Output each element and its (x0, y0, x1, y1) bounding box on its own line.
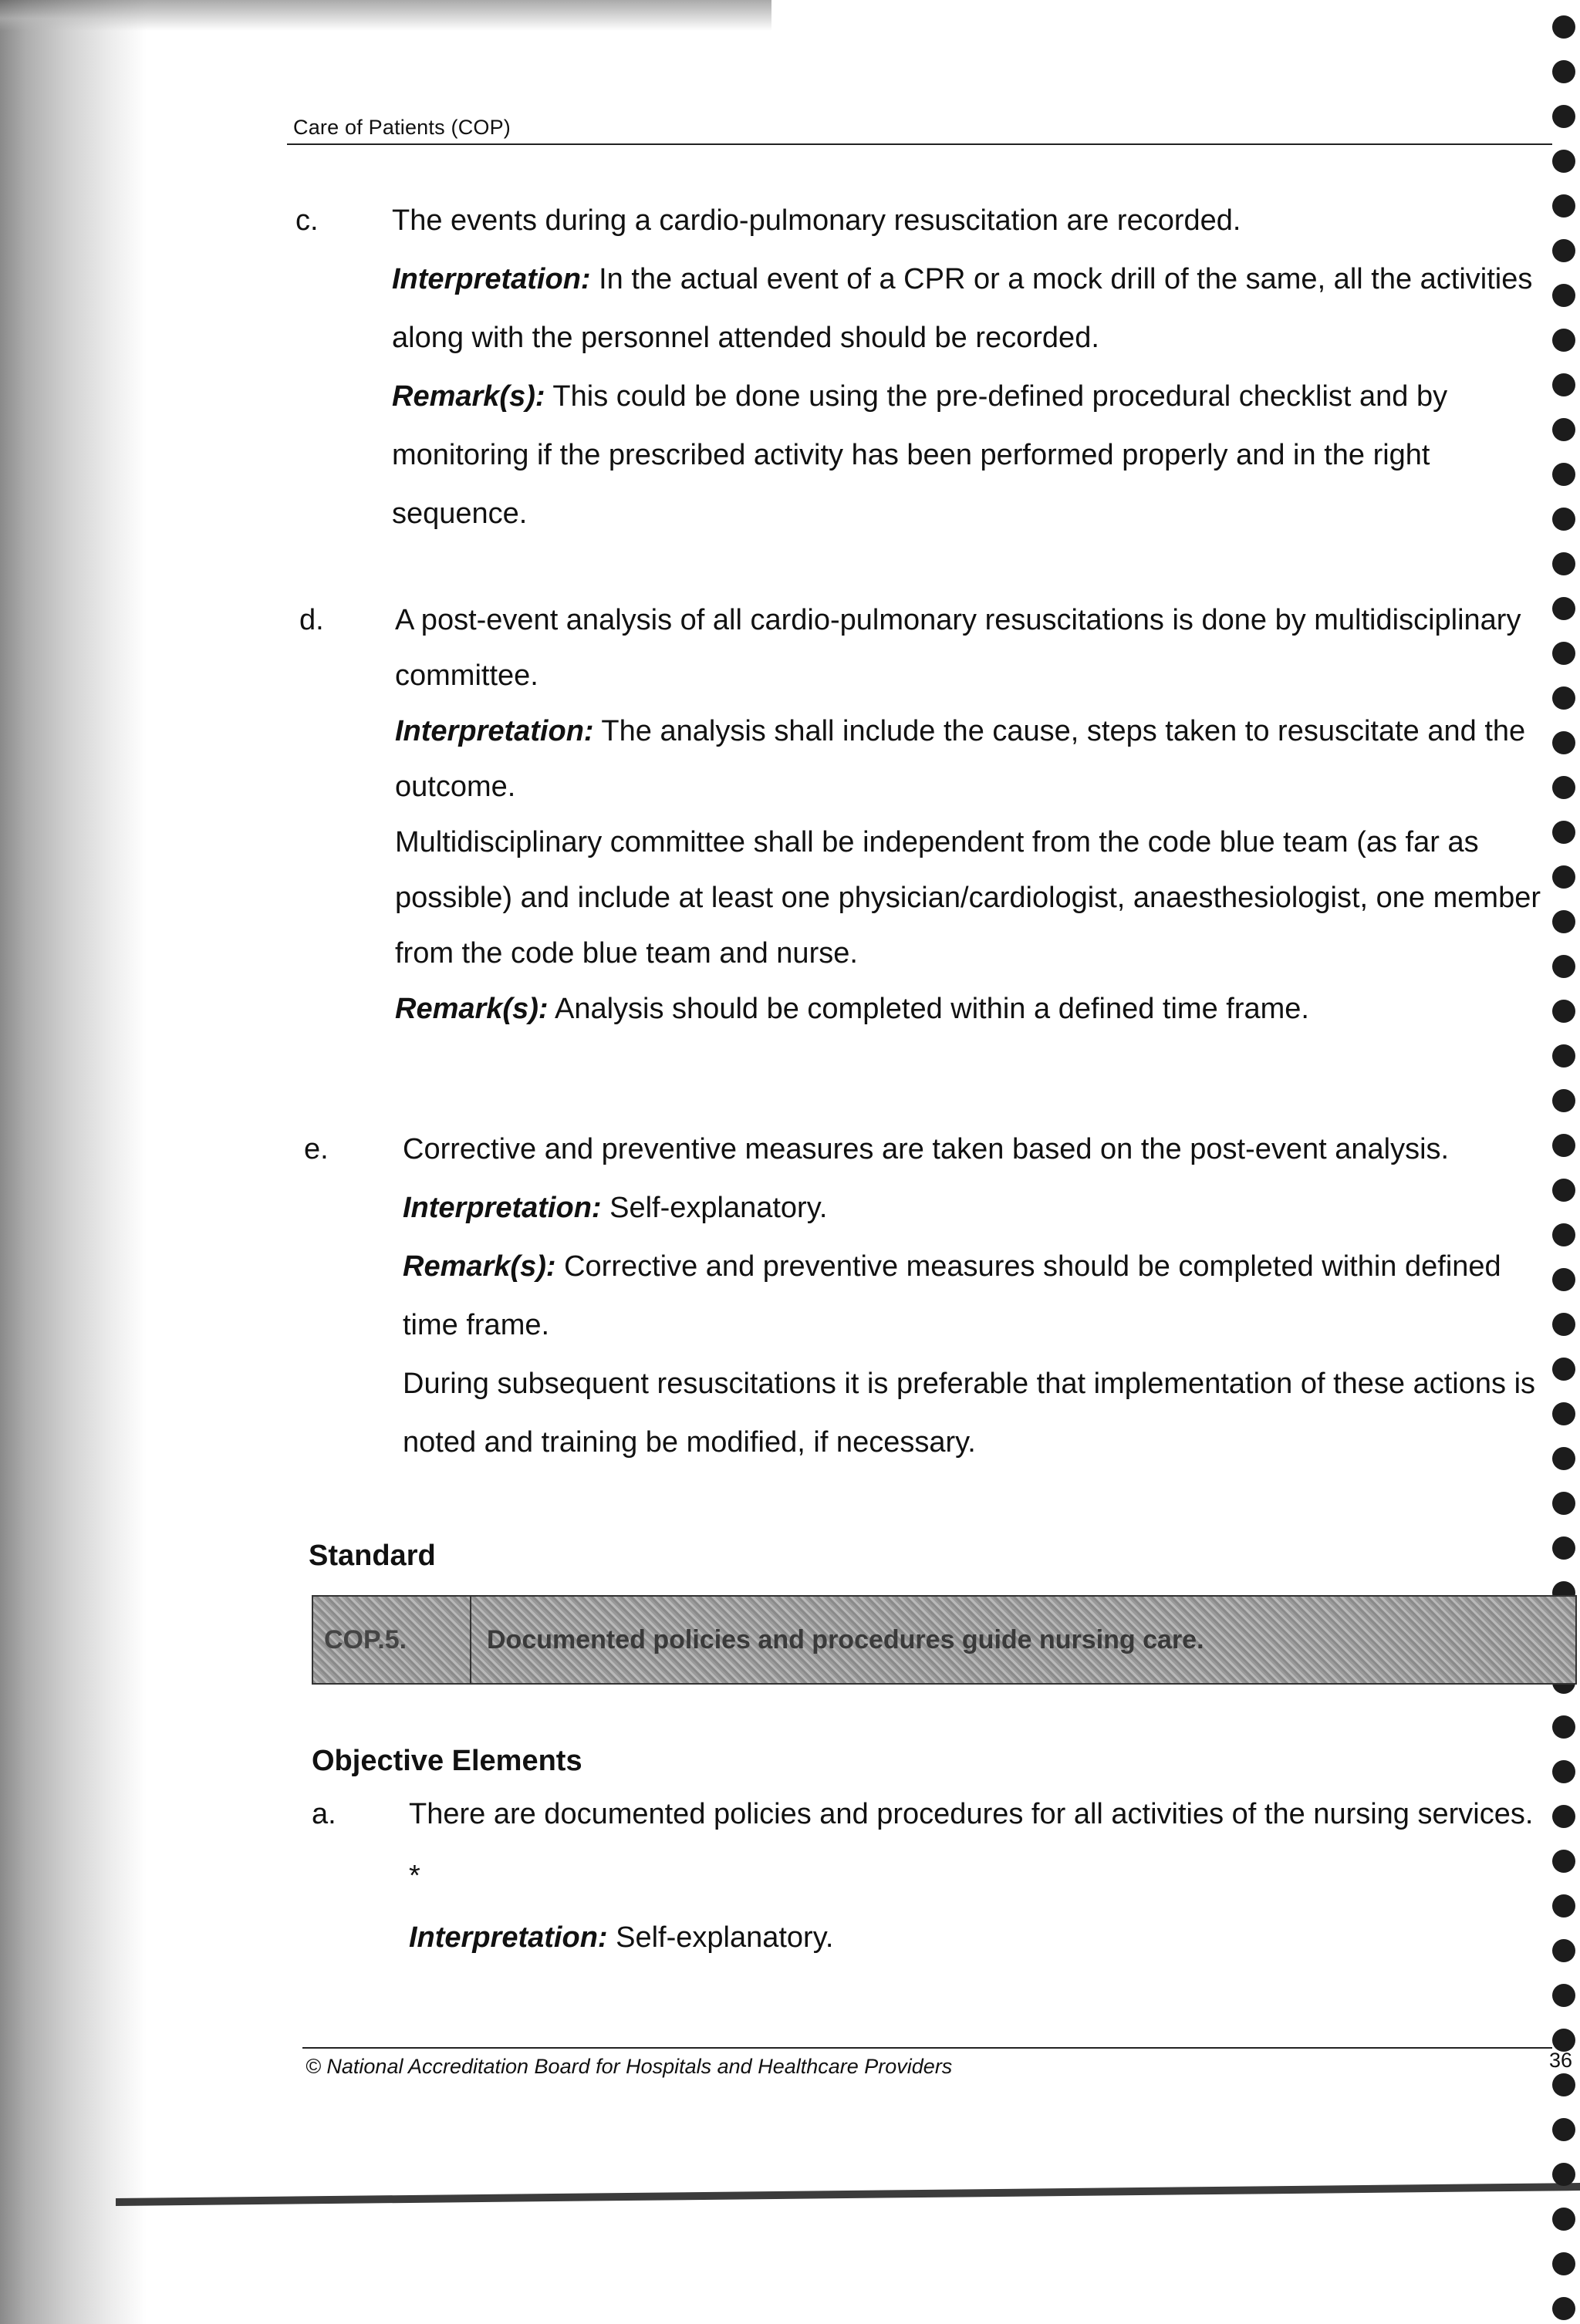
remark (403, 1237, 1552, 1354)
punch-hole (1552, 2208, 1575, 2231)
punch-hole (1552, 1044, 1575, 1068)
standard-text: Documented policies and procedures guide nursing care. (487, 1624, 1204, 1654)
punch-hole (1552, 686, 1575, 710)
punch-hole (1552, 1268, 1575, 1291)
objective-element-a (312, 1783, 1551, 1968)
scan-top-edge (0, 0, 771, 31)
punch-hole (1552, 821, 1575, 844)
punch-hole (1552, 2118, 1575, 2141)
punch-hole (1552, 463, 1575, 486)
punch-hole (1552, 1402, 1575, 1425)
punch-hole (1552, 1000, 1575, 1023)
punch-hole (1552, 329, 1575, 352)
punch-hole (1552, 1179, 1575, 1202)
interpretation-label: Interpretation: (395, 715, 594, 747)
punch-hole (1552, 2163, 1575, 2186)
remark (392, 367, 1549, 543)
interpretation (403, 1179, 1552, 1237)
element-letter: e. (304, 1133, 329, 1165)
punch-hole (1552, 731, 1575, 754)
punch-hole (1552, 1984, 1575, 2007)
punch-hole (1552, 1492, 1575, 1515)
punch-hole (1552, 508, 1575, 531)
standard-code: COP.5. (313, 1597, 471, 1683)
element-statement: There are documented policies and procedures for all activities of the nursing services. * (409, 1798, 1534, 1892)
interpretation-text: Self-explanatory. (601, 1192, 828, 1224)
punch-hole (1552, 1089, 1575, 1112)
remark-text: Analysis should be completed within a defined time frame. (548, 993, 1309, 1025)
punch-hole (1552, 60, 1575, 83)
punch-hole (1552, 642, 1575, 665)
punch-hole (1552, 239, 1575, 262)
remark (395, 981, 1552, 1037)
header-rule (287, 143, 1552, 145)
punch-hole (1552, 105, 1575, 128)
element-e (304, 1120, 1552, 1472)
punch-hole (1552, 597, 1575, 620)
punch-hole (1552, 2252, 1575, 2275)
punch-hole (1552, 1760, 1575, 1783)
punch-hole (1552, 1715, 1575, 1739)
punch-hole (1552, 373, 1575, 396)
committee-text: Multidisciplinary committee shall be independent from the code blue team (as far as possible) and include at least one physician/cardiologist, anaesthesiologist, one member from the code blue team and nurse. (395, 826, 1541, 970)
punch-hole (1552, 1134, 1575, 1157)
punch-hole (1552, 865, 1575, 889)
remark-label: Remark(s): (395, 993, 549, 1025)
punch-hole (1552, 194, 1575, 218)
element-letter: d. (299, 604, 324, 636)
interpretation-label: Interpretation: (409, 1921, 608, 1954)
punch-hole (1552, 1447, 1575, 1470)
punch-hole (1552, 1850, 1575, 1873)
punch-hole (1552, 552, 1575, 575)
element-statement: Corrective and preventive measures are taken based on the post-event analysis. (403, 1133, 1450, 1165)
punch-hole (1552, 1223, 1575, 1246)
page-number: 36 (1548, 2049, 1572, 2072)
punch-hole (1552, 418, 1575, 441)
punch-hole (1552, 1313, 1575, 1336)
punch-hole (1552, 15, 1575, 39)
subsequent-text: During subsequent resuscitations it is preferable that implementation of these actions is noted and training be modified, if necessary. (403, 1368, 1536, 1459)
interpretation-text: In the actual event of a CPR or a mock drill of the same, all the activities along with the personnel attended should be recorded. (392, 263, 1533, 354)
punch-hole (1552, 2073, 1575, 2096)
interpretation (395, 703, 1552, 815)
punch-hole (1552, 955, 1575, 978)
punch-hole (1552, 284, 1575, 307)
interpretation (392, 250, 1549, 367)
objective-elements-heading: Objective Elements (312, 1745, 582, 1777)
punch-hole (1552, 1536, 1575, 1560)
standard-box (312, 1595, 1577, 1685)
scan-bottom-edge (116, 2183, 1580, 2252)
interpretation-text: Self-explanatory. (607, 1921, 834, 1954)
punch-hole (1552, 2297, 1575, 2320)
element-statement: The events during a cardio-pulmonary resuscitation are recorded. (392, 204, 1241, 237)
interpretation-label: Interpretation: (392, 263, 591, 295)
interpretation (409, 1907, 1551, 1968)
punch-hole (1552, 1894, 1575, 1918)
element-d (299, 592, 1552, 1037)
footer-copyright: © National Accreditation Board for Hospitals and Healthcare Providers (306, 2055, 953, 2078)
scan-binding-shadow (0, 0, 147, 2324)
element-letter: c. (295, 204, 319, 237)
standard-heading: Standard (309, 1540, 436, 1572)
punch-hole (1552, 776, 1575, 799)
element-statement: A post-event analysis of all cardio-pulmonary resuscitations is done by multidisciplinary committee. (395, 604, 1521, 692)
footer-rule (302, 2047, 1552, 2049)
punch-hole (1552, 1805, 1575, 1828)
element-c (295, 191, 1549, 543)
remark-label: Remark(s): (392, 380, 545, 413)
remark-label: Remark(s): (403, 1250, 556, 1283)
remark-text: This could be done using the pre-defined procedural checklist and by monitoring if the prescribed activity has been performed properly and in the right sequence. (392, 380, 1448, 530)
interpretation-label: Interpretation: (403, 1192, 602, 1224)
punch-hole (1552, 910, 1575, 933)
page-header: Care of Patients (COP) (293, 116, 511, 139)
punch-hole (1552, 150, 1575, 173)
element-letter: a. (312, 1798, 336, 1830)
punch-hole (1552, 1939, 1575, 1962)
interpretation-text: The analysis shall include the cause, steps taken to resuscitate and the outcome. (395, 715, 1526, 803)
punch-hole (1552, 1358, 1575, 1381)
remark-text: Corrective and preventive measures should be completed within defined time frame. (403, 1250, 1501, 1341)
